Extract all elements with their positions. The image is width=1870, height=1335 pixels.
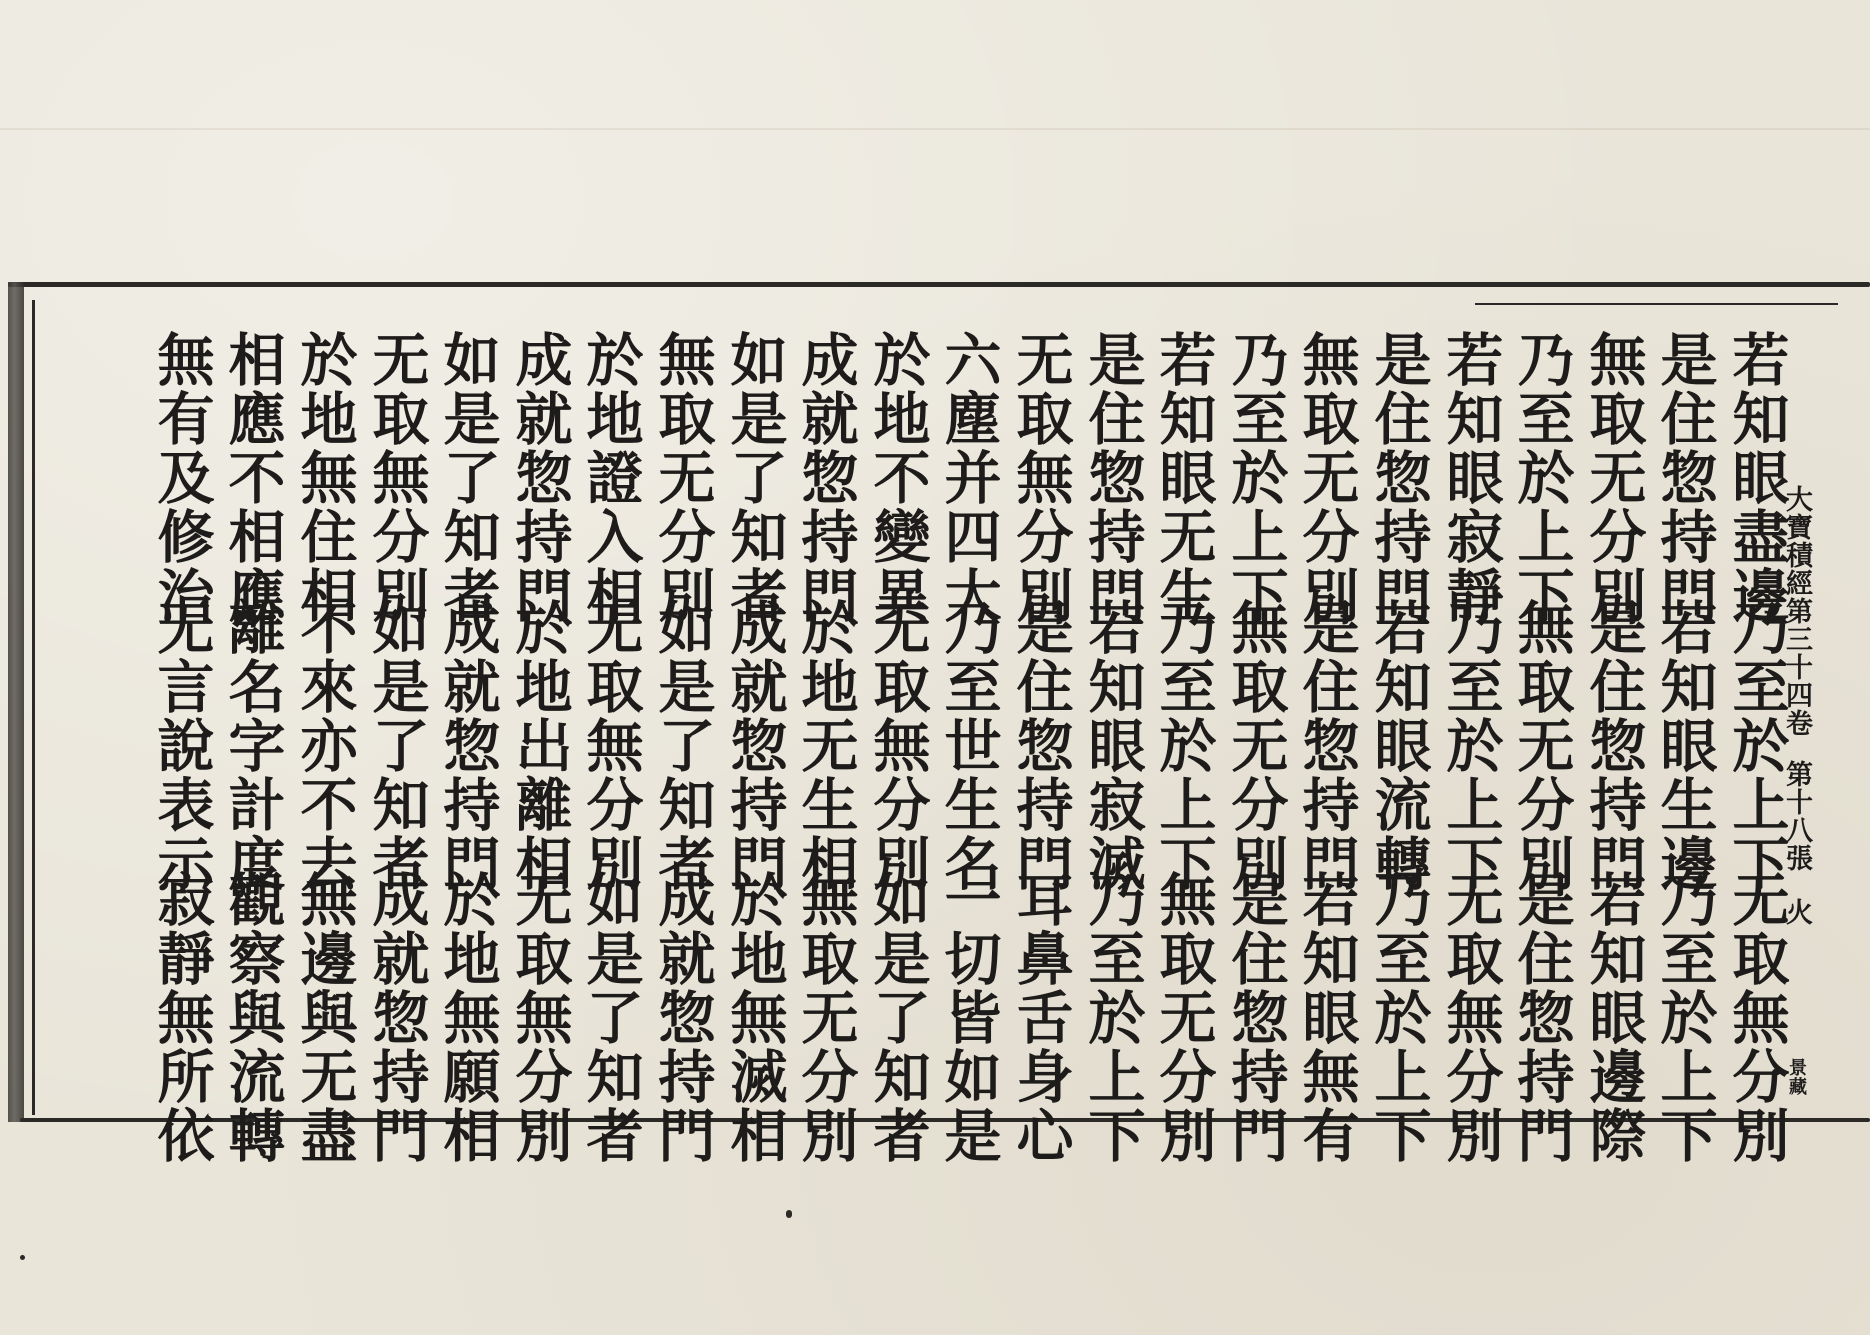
verse-line: 若知眼邊際	[1580, 870, 1647, 1165]
page-number: 第十八張	[1781, 760, 1812, 872]
verse-line: 无取無分別	[506, 870, 573, 1165]
verse-line: 是住惣持門	[1293, 598, 1360, 893]
frame-top-inner-rule	[1475, 303, 1838, 305]
verse-line: 若知眼流轉	[1365, 598, 1432, 893]
verse-line: 乃至於上下	[1222, 330, 1289, 625]
verse-line: 成就惣持門	[434, 598, 501, 893]
verse-line: 无取無分別	[577, 598, 644, 893]
verse-line: 如是了知者	[434, 330, 501, 625]
verse-line: 乃至於上下	[1723, 598, 1790, 893]
verse-line: 无取無分別	[864, 598, 931, 893]
verse-line: 是住惣持門	[1508, 870, 1575, 1165]
collection-seal: 景藏	[1786, 1058, 1807, 1096]
scripture-title: 大寶積經第三十四卷	[1781, 485, 1812, 737]
character-mark: 火	[1781, 898, 1812, 926]
verse-line: 無取无分別	[649, 330, 716, 625]
verse-line: 無取无分別	[792, 870, 859, 1165]
verse-line: 無取无分別	[1222, 598, 1289, 893]
verse-line: 於地出離相	[506, 598, 573, 893]
verse-line: 於地無願相	[434, 870, 501, 1165]
verse-line: 如是了知者	[649, 598, 716, 893]
verse-line: 如是了知者	[577, 870, 644, 1165]
verse-line: 於地證入相	[577, 330, 644, 625]
verse-line: 无取無分別	[1437, 870, 1504, 1165]
verse-line: 如是了知者	[721, 330, 788, 625]
verse-line: 成就惣持門	[721, 598, 788, 893]
verse-line: 一切皆如是	[935, 870, 1002, 1165]
verse-line: 乃至於上下	[1651, 870, 1718, 1165]
verse-line: 觀察與流轉	[219, 870, 286, 1165]
verse-line: 無取无分別	[1293, 330, 1360, 625]
verse-line: 無取无分別	[1150, 870, 1217, 1165]
verse-line: 乃至於上下	[1365, 870, 1432, 1165]
verse-line: 乃至於上下	[1437, 598, 1504, 893]
verse-line: 乃至世生名	[935, 598, 1002, 893]
verse-line: 寂靜無所依	[148, 870, 215, 1165]
verse-line: 若知眼盡邊	[1723, 330, 1790, 625]
verse-line: 於地無滅相	[721, 870, 788, 1165]
verse-line: 無取无分別	[1508, 598, 1575, 893]
verse-line: 乃至於上下	[1508, 330, 1575, 625]
verse-line: 无取無分別	[363, 330, 430, 625]
verse-line: 如是了知者	[864, 870, 931, 1165]
ink-speck	[20, 1255, 25, 1260]
verse-line: 如是了知者	[363, 598, 430, 893]
verse-line: 於地無住相	[291, 330, 358, 625]
verse-line: 若知眼寂靜	[1437, 330, 1504, 625]
verse-line: 是住惣持門	[1079, 330, 1146, 625]
verse-line: 若知眼無有	[1293, 870, 1360, 1165]
verse-line: 若知眼生邊	[1651, 598, 1718, 893]
frame-left-border	[8, 282, 24, 1122]
verse-line: 成就惣持門	[506, 330, 573, 625]
verse-line: 乃至於上下	[1150, 598, 1217, 893]
verse-line: 無有及修治	[148, 330, 215, 625]
verse-line: 无取無分別	[1723, 870, 1790, 1165]
verse-line: 是住惣持門	[1222, 870, 1289, 1165]
verse-line: 耳鼻舌身心	[1007, 870, 1074, 1165]
verse-line: 是住惣持門	[1651, 330, 1718, 625]
frame-left-inner-rule	[32, 300, 35, 1115]
verse-line: 乃至於上下	[1079, 870, 1146, 1165]
frame-top-border	[8, 282, 1870, 287]
verse-line: 無邊與无盡	[291, 870, 358, 1165]
verse-line: 成就惣持門	[363, 870, 430, 1165]
verse-line: 无言說表示	[148, 598, 215, 893]
verse-line: 不來亦不去	[291, 598, 358, 893]
ink-speck	[786, 1210, 792, 1218]
verse-line: 是住惣持門	[1365, 330, 1432, 625]
verse-line: 離名字計度	[219, 598, 286, 893]
verse-line: 六塵并四大	[935, 330, 1002, 625]
verse-line: 成就惣持門	[649, 870, 716, 1165]
verse-line: 相應不相應	[219, 330, 286, 625]
verse-line: 於地不變異	[864, 330, 931, 625]
verse-line: 無取无分別	[1580, 330, 1647, 625]
verse-line: 於地无生相	[792, 598, 859, 893]
verse-line: 是住惣持門	[1580, 598, 1647, 893]
verse-line: 成就惣持門	[792, 330, 859, 625]
verse-line: 若知眼寂滅	[1079, 598, 1146, 893]
fold-line	[0, 128, 1870, 130]
verse-line: 是住惣持門	[1007, 598, 1074, 893]
verse-line: 无取無分別	[1007, 330, 1074, 625]
verse-line: 若知眼无生	[1150, 330, 1217, 625]
